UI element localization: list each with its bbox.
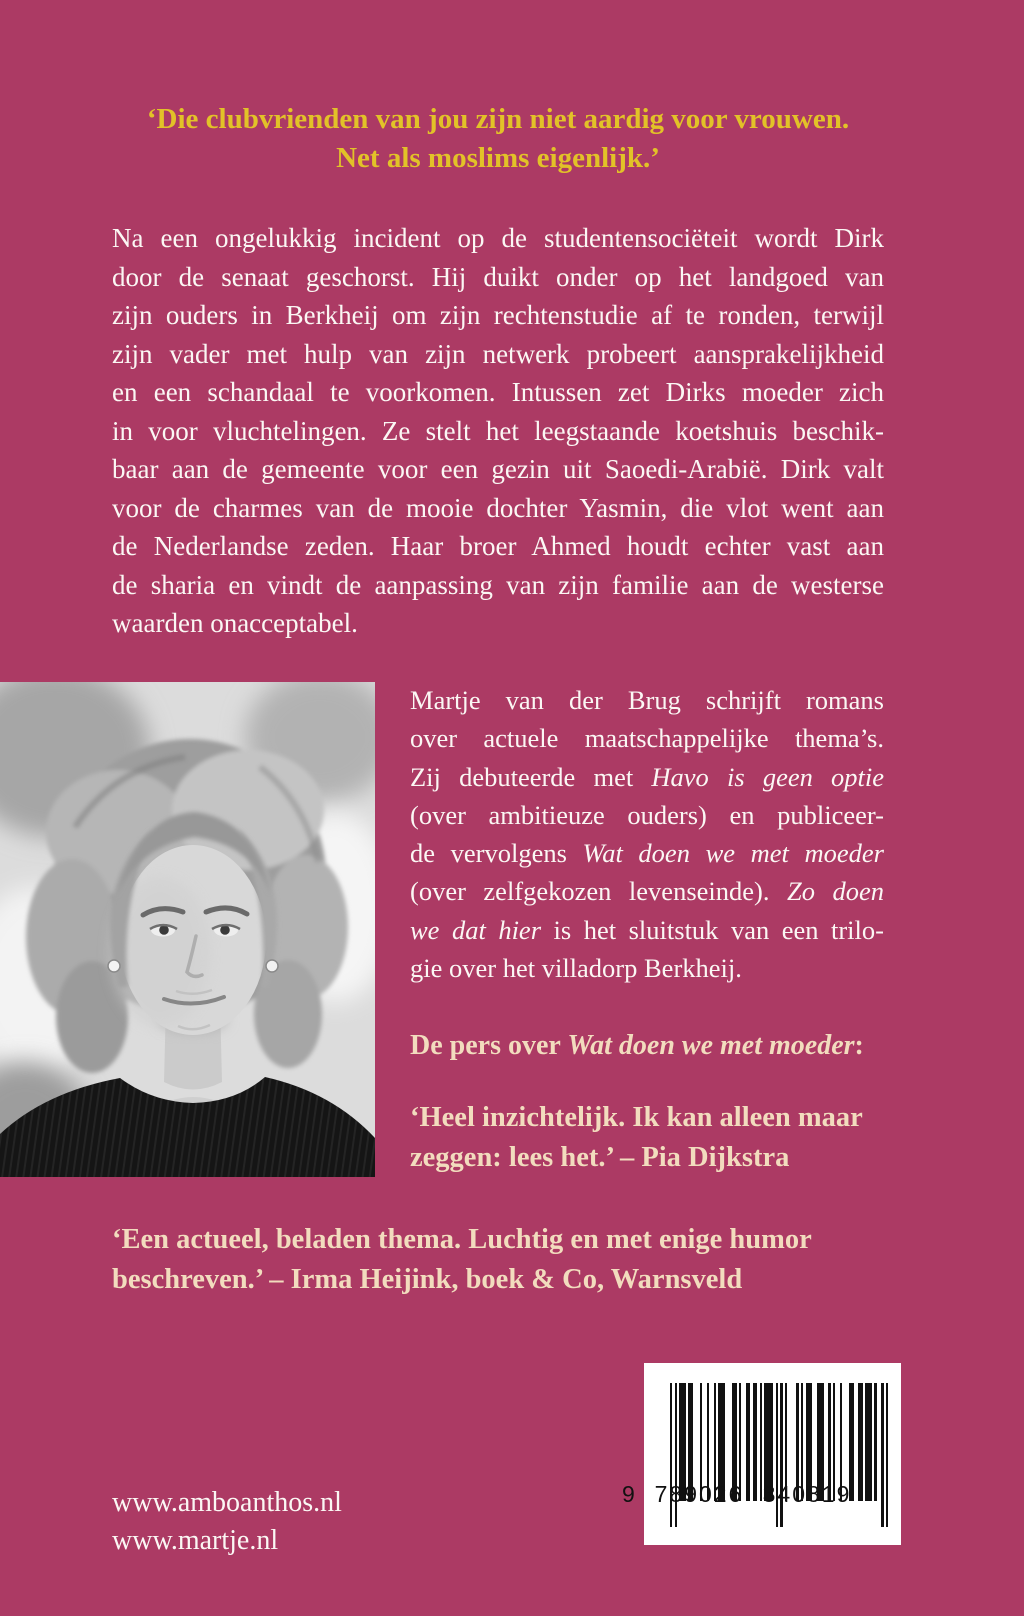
text-line: ‘Die clubvrienden van jou zijn niet aardig voor vrouwen. — [146, 103, 850, 135]
barcode-digit-group-3: 340819 — [762, 1481, 852, 1507]
text-line: en een schandaal te voorkomen. Intussen zet Dirks moeder zich — [112, 377, 884, 407]
author-bio-text — [410, 681, 884, 987]
text-line: zeggen: lees het.’ – Pia Dijkstra — [410, 1142, 790, 1173]
barcode-bar — [886, 1383, 888, 1527]
earring-left — [108, 960, 120, 972]
text-line: Net als moslims eigenlijk.’ — [336, 142, 660, 174]
text-line: de sharia en vindt de aanpassing van zijn familie aan de westerse — [112, 569, 884, 600]
text-line: zijn vader met hulp van zijn netwerk probeert aansprakelijkheid — [112, 338, 884, 369]
press-quote-pia-dijkstra — [410, 1098, 970, 1178]
text-line: we dat hier is het sluitstuk van een trilo- — [410, 914, 884, 945]
isbn-barcode — [622, 1363, 901, 1545]
barcode-bars — [670, 1383, 890, 1533]
press-section-header: De pers over Wat doen we met moeder: — [410, 1030, 864, 1061]
text-line: door de senaat geschorst. Hij duikt onder op het landgoed van — [112, 261, 884, 292]
barcode-digit-group-1: 9 — [622, 1481, 635, 1507]
text-line: (over ambitieuze ouders) en publiceer- — [410, 799, 884, 830]
text-line: in voor vluchtelingen. Ze stelt het leegstaande koetshuis beschik- — [112, 415, 884, 446]
text-line: voor de charmes van de mooie dochter Yasmin, die vlot went aan — [112, 492, 884, 523]
text-line: zijn ouders in Berkheij om zijn rechtenstudie af te ronden, terwijl — [112, 300, 884, 330]
text-line: over actuele maatschappelijke thema’s. — [410, 723, 884, 754]
text-line: waarden onacceptabel. — [112, 608, 358, 638]
press-quote-irma-heijink — [112, 1220, 912, 1300]
cover-tagline-quote — [112, 100, 884, 178]
text-line: Zij debuteerde met Havo is geen optie — [410, 761, 884, 792]
author-photo — [0, 682, 375, 1177]
text-line: www.martje.nl — [112, 1525, 279, 1556]
text-line: Na een ongelukkig incident op de studentensociëteit wordt Dirk — [112, 223, 884, 253]
text-line: ‘Heel inzichtelijk. Ik kan alleen maar — [410, 1102, 863, 1133]
earring-right — [266, 960, 278, 972]
text-line: baar aan de gemeente voor een gezin uit Saoedi-Arabië. Dirk valt — [112, 454, 884, 484]
text-line: beschreven.’ – Irma Heijink, boek & Co, Warnsveld — [112, 1264, 743, 1295]
synopsis-text — [112, 219, 884, 643]
text-line: www.amboanthos.nl — [112, 1487, 342, 1518]
publisher-websites — [112, 1484, 532, 1560]
text-line: gie over het villadorp Berkheij. — [410, 953, 742, 984]
author-portrait-image — [0, 682, 375, 1177]
text-line: Martje van der Brug schrijft romans — [410, 685, 884, 715]
text-line: (over zelfgekozen levenseinde). Zo doen — [410, 876, 884, 907]
barcode-digit-group-2: 789026 — [654, 1481, 744, 1507]
text-line: ‘Een actueel, beladen thema. Luchtig en met enige humor — [112, 1224, 812, 1255]
text-line: de vervolgens Wat doen we met moeder — [410, 838, 884, 869]
text-line: de Nederlandse zeden. Haar broer Ahmed houdt echter vast aan — [112, 531, 884, 561]
